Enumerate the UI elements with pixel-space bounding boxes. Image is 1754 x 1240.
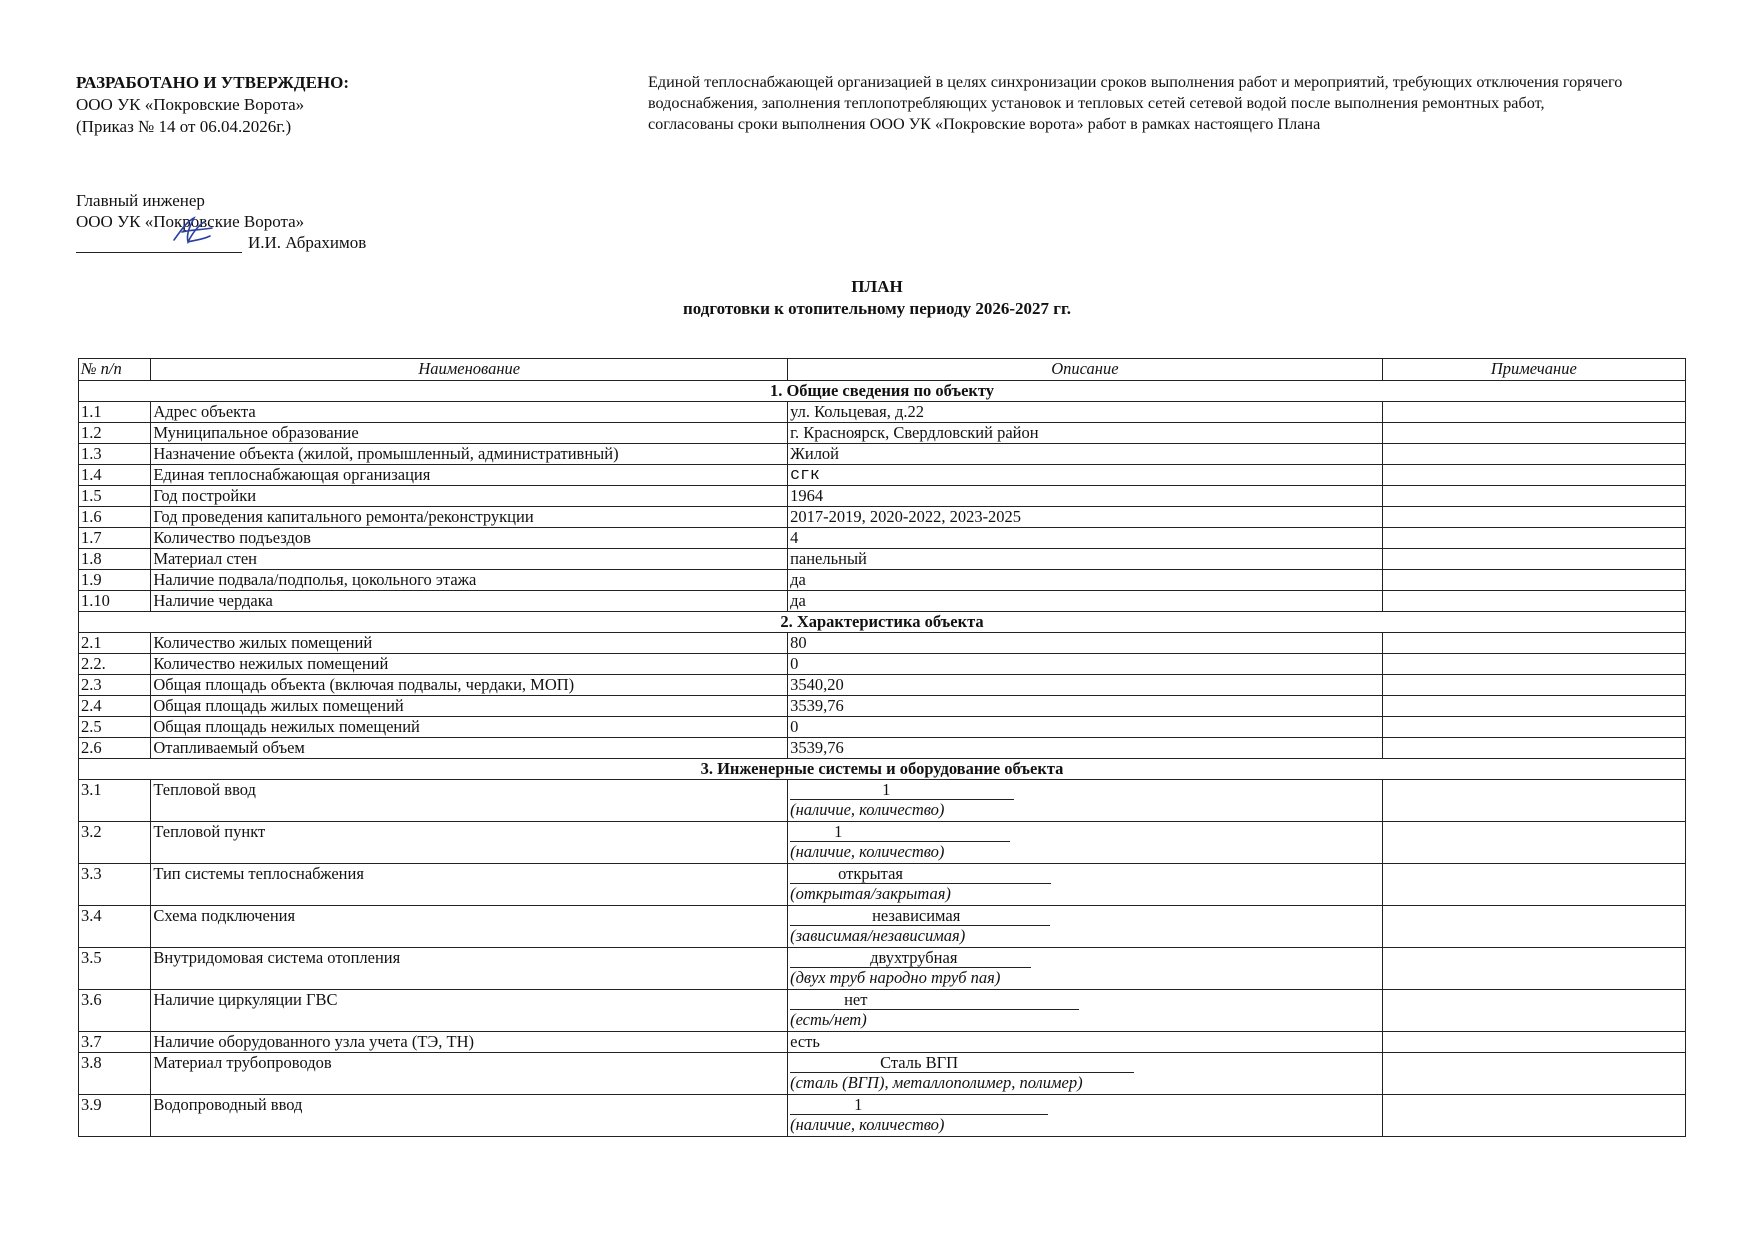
row-number: 1.6 [79, 507, 151, 528]
row-note [1382, 990, 1685, 1032]
row-note [1382, 696, 1685, 717]
row-name: Муниципальное образование [151, 423, 788, 444]
row-name: Схема подключения [151, 906, 788, 948]
row-note [1382, 822, 1685, 864]
row-description: 0 [788, 654, 1383, 675]
handwritten-signature [168, 214, 216, 248]
table-row [79, 654, 1686, 675]
row-description [788, 864, 1383, 906]
row-number: 1.4 [79, 465, 151, 486]
row-description: 0 [788, 717, 1383, 738]
value-text: 1 [854, 1095, 863, 1114]
underline [867, 992, 1079, 1010]
row-number: 3.4 [79, 906, 151, 948]
row-description: 1964 [788, 486, 1383, 507]
row-name: Водопроводный ввод [151, 1095, 788, 1137]
value-text: Сталь ВГП [880, 1053, 959, 1072]
row-note [1382, 570, 1685, 591]
approval-title: РАЗРАБОТАНО И УТВЕРЖДЕНО: [76, 73, 350, 92]
row-number: 1.10 [79, 591, 151, 612]
row-description: да [788, 591, 1383, 612]
row-note [1382, 402, 1685, 423]
section-title: 2. Характеристика объекта [79, 612, 1686, 633]
signer-position: Главный инженер [76, 191, 205, 210]
table-row [79, 549, 1686, 570]
row-number: 3.2 [79, 822, 151, 864]
value-text: 1 [834, 822, 843, 841]
row-name: Тепловой ввод [151, 780, 788, 822]
row-number: 3.6 [79, 990, 151, 1032]
value-text: независимая [872, 906, 961, 925]
plan-title: ПЛАН [851, 277, 903, 296]
fill-in-value [790, 990, 1380, 1010]
row-name: Материал трубопроводов [151, 1053, 788, 1095]
row-description: ул. Кольцевая, д.22 [788, 402, 1383, 423]
fill-in-value [790, 1095, 1380, 1115]
row-description: Жилой [788, 444, 1383, 465]
row-name: Количество подъездов [151, 528, 788, 549]
underline [790, 908, 872, 926]
table-row [79, 864, 1686, 906]
table-row [79, 906, 1686, 948]
table-row [79, 633, 1686, 654]
row-note [1382, 591, 1685, 612]
plan-table [78, 358, 1686, 1137]
signature-line [76, 232, 366, 253]
row-description [788, 822, 1383, 864]
table-row [79, 822, 1686, 864]
row-name: Наличие оборудованного узла учета (ТЭ, ТН) [151, 1032, 788, 1053]
value-hint: (открытая/закрытая) [790, 884, 951, 903]
agreement-text: Единой теплоснабжающей организацией в целях синхронизации сроков выполнения работ и мероприятий, требующих отключения горячего водоснабжения, заполнения теплопотребляющих установок и тепловых сетей сетевой водой после выполнения ремонтных работ, согласованы сроки выполнения ООО УК «Покровские ворота» работ в рамках настоящего Плана [648, 73, 1623, 133]
value-hint: (наличие, количество) [790, 842, 945, 861]
fill-in-value [790, 864, 1380, 884]
table-row [79, 675, 1686, 696]
approval-order: (Приказ № 14 от 06.04.2026г.) [76, 117, 292, 136]
row-note [1382, 423, 1685, 444]
row-name: Назначение объекта (жилой, промышленный, административный) [151, 444, 788, 465]
row-number: 2.3 [79, 675, 151, 696]
underline [790, 992, 844, 1010]
approval-block [76, 72, 349, 138]
value-hint: (есть/нет) [790, 1010, 867, 1029]
fill-in-value [790, 948, 1380, 968]
section-title: 3. Инженерные системы и оборудование объекта [79, 759, 1686, 780]
table-row [79, 1095, 1686, 1137]
fill-in-value [790, 780, 1380, 800]
row-description: 80 [788, 633, 1383, 654]
row-number: 3.8 [79, 1053, 151, 1095]
table-row [79, 1053, 1686, 1095]
table-row [79, 423, 1686, 444]
row-description: да [788, 570, 1383, 591]
row-name: Общая площадь жилых помещений [151, 696, 788, 717]
underline [890, 782, 1014, 800]
underline [790, 950, 870, 968]
underline [790, 1055, 880, 1073]
table-row [79, 780, 1686, 822]
row-number: 3.1 [79, 780, 151, 822]
value-text: 1 [882, 780, 891, 799]
row-number: 1.1 [79, 402, 151, 423]
table-row [79, 1032, 1686, 1053]
underline [960, 908, 1050, 926]
approval-org: ООО УК «Покровские Ворота» [76, 95, 305, 114]
signer-org: ООО УК «Покровские Ворота» [76, 212, 305, 231]
table-row [79, 444, 1686, 465]
row-number: 2.5 [79, 717, 151, 738]
section-header-row [79, 381, 1686, 402]
table-row [79, 948, 1686, 990]
row-note [1382, 486, 1685, 507]
value-hint: (наличие, количество) [790, 800, 945, 819]
table-row [79, 402, 1686, 423]
row-name: Наличие чердака [151, 591, 788, 612]
row-name: Адрес объекта [151, 402, 788, 423]
row-number: 3.5 [79, 948, 151, 990]
row-note [1382, 906, 1685, 948]
value-hint: (сталь (ВГП), металлополимер, полимер) [790, 1073, 1083, 1092]
signature-field [76, 234, 242, 253]
row-note [1382, 549, 1685, 570]
header-note: Примечание [1382, 359, 1685, 381]
row-name: Материал стен [151, 549, 788, 570]
underline [842, 824, 1010, 842]
row-note [1382, 780, 1685, 822]
underline [903, 866, 1051, 884]
signer-block [76, 190, 366, 253]
row-note [1382, 864, 1685, 906]
row-description [788, 990, 1383, 1032]
table-row [79, 507, 1686, 528]
table-row [79, 486, 1686, 507]
table-row [79, 465, 1686, 486]
row-description [788, 948, 1383, 990]
row-note [1382, 1095, 1685, 1137]
row-number: 1.8 [79, 549, 151, 570]
header-desc: Описание [788, 359, 1383, 381]
fill-in-value [790, 1053, 1380, 1073]
underline [790, 866, 838, 884]
row-description [788, 780, 1383, 822]
row-number: 2.6 [79, 738, 151, 759]
row-number: 3.7 [79, 1032, 151, 1053]
row-description: 2017-2019, 2020-2022, 2023-2025 [788, 507, 1383, 528]
table-row [79, 570, 1686, 591]
row-note [1382, 1053, 1685, 1095]
row-description: 3539,76 [788, 696, 1383, 717]
underline [790, 824, 834, 842]
row-number: 1.5 [79, 486, 151, 507]
row-number: 1.3 [79, 444, 151, 465]
row-name: Наличие циркуляции ГВС [151, 990, 788, 1032]
row-description: г. Красноярск, Свердловский район [788, 423, 1383, 444]
table-row [79, 717, 1686, 738]
row-note [1382, 1032, 1685, 1053]
value-text: нет [844, 990, 868, 1009]
row-name: Тип системы теплоснабжения [151, 864, 788, 906]
row-number: 2.4 [79, 696, 151, 717]
underline [790, 782, 882, 800]
row-note [1382, 633, 1685, 654]
row-name: Количество нежилых помещений [151, 654, 788, 675]
row-name: Год постройки [151, 486, 788, 507]
value-text: открытая [838, 864, 903, 883]
row-note [1382, 738, 1685, 759]
table-row [79, 990, 1686, 1032]
row-number: 2.2. [79, 654, 151, 675]
underline [790, 1097, 854, 1115]
row-description: есть [788, 1032, 1383, 1053]
row-note [1382, 444, 1685, 465]
row-name: Отапливаемый объем [151, 738, 788, 759]
row-description [788, 1053, 1383, 1095]
row-description: панельный [788, 549, 1383, 570]
value-hint: (наличие, количество) [790, 1115, 945, 1134]
table-row [79, 528, 1686, 549]
row-name: Количество жилых помещений [151, 633, 788, 654]
value-text: двухтрубная [870, 948, 958, 967]
row-note [1382, 675, 1685, 696]
section-header-row [79, 759, 1686, 780]
row-description: 4 [788, 528, 1383, 549]
row-description: 3540,20 [788, 675, 1383, 696]
row-name: Единая теплоснабжающая организация [151, 465, 788, 486]
value-hint: (зависимая/независимая) [790, 926, 966, 945]
row-description [788, 1095, 1383, 1137]
row-name: Год проведения капитального ремонта/реконструкции [151, 507, 788, 528]
row-description: 3539,76 [788, 738, 1383, 759]
row-note [1382, 465, 1685, 486]
header-num: № п/п [79, 359, 151, 381]
row-name: Общая площадь нежилых помещений [151, 717, 788, 738]
row-name: Общая площадь объекта (включая подвалы, чердаки, МОП) [151, 675, 788, 696]
table-row [79, 696, 1686, 717]
row-note [1382, 528, 1685, 549]
row-note [1382, 948, 1685, 990]
row-note [1382, 717, 1685, 738]
header-name: Наименование [151, 359, 788, 381]
table-row [79, 738, 1686, 759]
section-title: 1. Общие сведения по объекту [79, 381, 1686, 402]
row-number: 3.3 [79, 864, 151, 906]
value-hint: (двух труб народно труб пая) [790, 968, 1001, 987]
fill-in-value [790, 822, 1380, 842]
row-name: Наличие подвала/подполья, цокольного этажа [151, 570, 788, 591]
row-description [788, 906, 1383, 948]
row-note [1382, 507, 1685, 528]
underline [862, 1097, 1048, 1115]
row-number: 1.2 [79, 423, 151, 444]
row-name: Внутридомовая система отопления [151, 948, 788, 990]
plan-subtitle: подготовки к отопительному периоду 2026-2027 гг. [682, 299, 1072, 318]
section-header-row [79, 612, 1686, 633]
underline [958, 1055, 1134, 1073]
table-header-row [79, 359, 1686, 381]
row-number: 3.9 [79, 1095, 151, 1137]
row-description: сгк [788, 465, 1383, 486]
underline [957, 950, 1031, 968]
row-number: 2.1 [79, 633, 151, 654]
fill-in-value [790, 906, 1380, 926]
plan-table-body [79, 381, 1686, 1137]
row-number: 1.9 [79, 570, 151, 591]
table-row [79, 591, 1686, 612]
signer-name: И.И. Абрахимов [248, 233, 367, 252]
row-number: 1.7 [79, 528, 151, 549]
row-name: Тепловой пункт [151, 822, 788, 864]
row-note [1382, 654, 1685, 675]
